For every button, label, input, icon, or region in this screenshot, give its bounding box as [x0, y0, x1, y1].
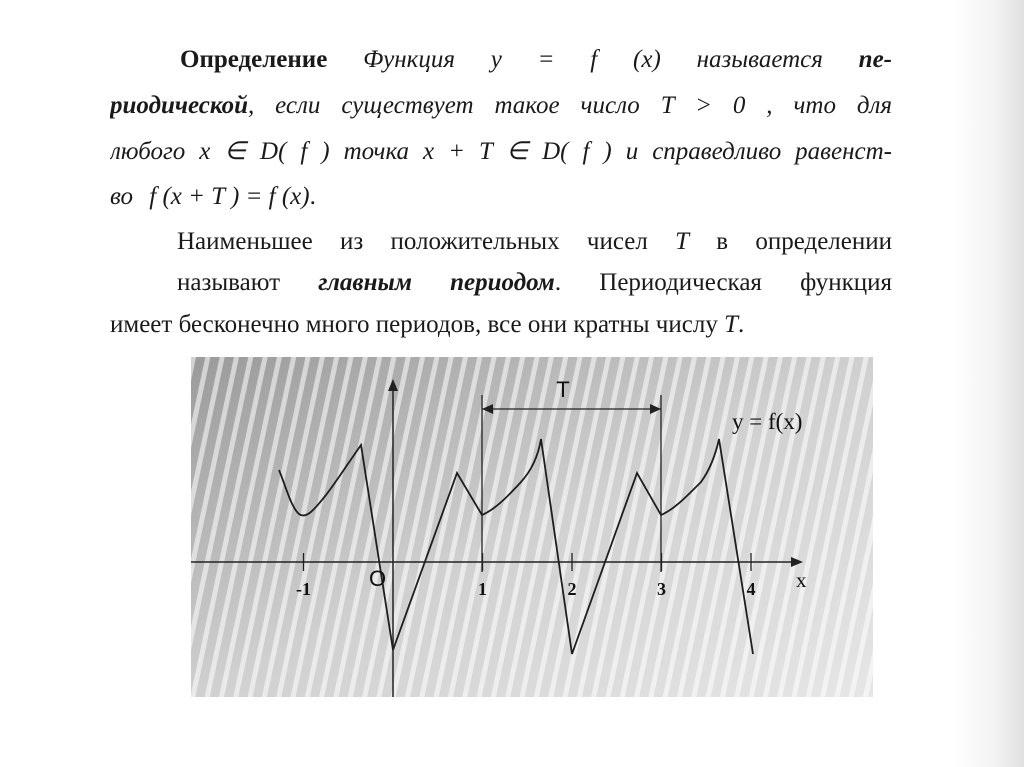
definition-text: , если существует такое число — [248, 92, 640, 119]
definition-line-4 — [110, 182, 892, 212]
formula: f (x + T ) = f (x) — [149, 183, 310, 210]
paragraph-text: . Периодическая функция — [554, 269, 892, 296]
graph-stripes — [191, 357, 873, 697]
origin-label: O — [369, 566, 387, 591]
x-axis-label: x — [796, 568, 807, 592]
definition-text: , что для — [766, 92, 892, 119]
function-graph — [191, 357, 873, 697]
periodic-function-figure — [191, 357, 873, 697]
x-tick-label: 2 — [567, 579, 577, 599]
x-tick-label: -1 — [296, 579, 311, 599]
definition-line-3 — [110, 137, 892, 167]
definition-term: пе- — [858, 46, 892, 73]
paragraph-text: Наименьшее из положительных чисел — [177, 228, 648, 255]
page-edge-shadow — [954, 0, 1024, 767]
definition-text: точка — [343, 138, 410, 165]
definition-line-2 — [110, 91, 892, 121]
definition-heading: Определение — [180, 46, 328, 73]
paragraph-text: . — [737, 311, 745, 338]
paragraph-symbol: T — [675, 228, 689, 255]
definition-text: . — [309, 183, 316, 210]
paragraph-symbol: T — [724, 311, 738, 338]
definition-line-1 — [110, 45, 892, 75]
definition-text: любого — [110, 138, 186, 165]
formula: x + T ∈ D( f ) — [423, 138, 612, 165]
paragraph-text: имеет бесконечно много периодов, все они кратны числу — [110, 311, 718, 338]
formula: y = f (x) — [490, 46, 661, 73]
definition-text: во — [110, 183, 134, 210]
paragraph-line-1 — [177, 227, 892, 257]
function-label: y = f(x) — [732, 409, 803, 434]
paragraph-text: в определении — [716, 228, 892, 255]
x-tick-label: 3 — [657, 579, 666, 599]
paragraph-term: главным периодом — [318, 269, 555, 296]
formula: T > 0 — [660, 92, 746, 119]
paragraph-line-2 — [177, 268, 892, 298]
definition-text: и справедливо равенст- — [625, 138, 892, 165]
definition-term: риодической — [110, 92, 248, 119]
definition-text: называется — [696, 46, 823, 73]
period-label: T — [556, 377, 570, 402]
x-tick-label: 4 — [746, 579, 756, 599]
paragraph-line-3 — [110, 310, 892, 340]
formula: x ∈ D( f ) — [199, 138, 330, 165]
x-tick-label: 1 — [478, 579, 487, 599]
definition-text: Функция — [363, 46, 455, 73]
paragraph-text: называют — [177, 269, 280, 296]
